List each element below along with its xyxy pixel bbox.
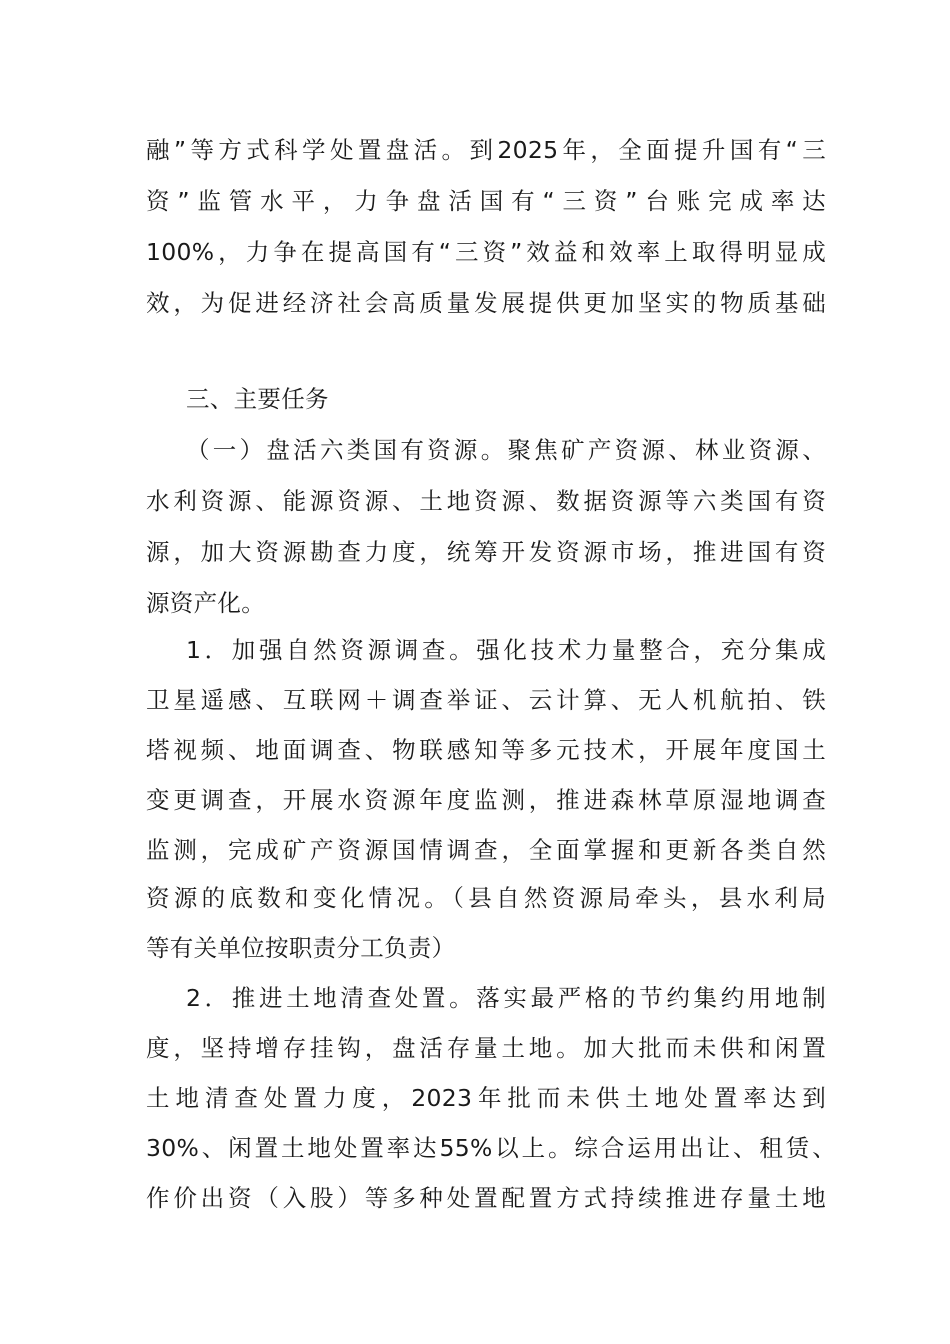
list-item-heading-line: 2．推进土地清查处置。落实最严格的节约集约用地制 — [186, 984, 826, 1012]
paragraph-line: 资源的底数和变化情况。（县自然资源局牵头，县水利局 — [146, 884, 826, 912]
paragraph-line: 水利资源、能源资源、土地资源、数据资源等六类国有资 — [146, 487, 826, 515]
paragraph-line: 资”监管水平，力争盘活国有“三资”台账完成率达 — [146, 187, 826, 215]
paragraph-line: 100%，力争在提高国有“三资”效益和效率上取得明显成 — [146, 238, 826, 266]
paragraph-line: 度，坚持增存挂钩，盘活存量土地。加大批而未供和闲置 — [146, 1034, 826, 1062]
paragraph-line: 卫星遥感、互联网＋调查举证、云计算、无人机航拍、铁 — [146, 686, 826, 714]
list-item-heading-line: 1．加强自然资源调查。强化技术力量整合，充分集成 — [186, 636, 826, 664]
paragraph-line: 源，加大资源勘查力度，统筹开发资源市场，推进国有资 — [146, 538, 826, 566]
paragraph-line: 变更调查，开展水资源年度监测，推进森林草原湿地调查 — [146, 786, 826, 814]
paragraph-line: 效，为促进经济社会高质量发展提供更加坚实的物质基础 — [146, 289, 826, 317]
paragraph-line: 30%、闲置土地处置率达55%以上。综合运用出让、租赁、 — [146, 1134, 836, 1162]
paragraph-line: 土地清查处置力度，2023年批而未供土地处置率达到 — [146, 1084, 826, 1112]
paragraph-line: 等有关单位按职责分工负责） — [146, 934, 456, 962]
paragraph-line: 作价出资（入股）等多种处置配置方式持续推进存量土地 — [146, 1184, 826, 1212]
paragraph-line: 源资产化。 — [146, 589, 265, 617]
paragraph-line: 塔视频、地面调查、物联感知等多元技术，开展年度国土 — [146, 736, 826, 764]
section-heading: 三、主要任务 — [186, 385, 329, 413]
paragraph-line: 监测，完成矿产资源国情调查，全面掌握和更新各类自然 — [146, 836, 826, 864]
paragraph-line: 融”等方式科学处置盘活。到2025年，全面提升国有“三 — [146, 136, 826, 164]
subsection-heading-line: （一）盘活六类国有资源。聚焦矿产资源、林业资源、 — [186, 436, 826, 464]
